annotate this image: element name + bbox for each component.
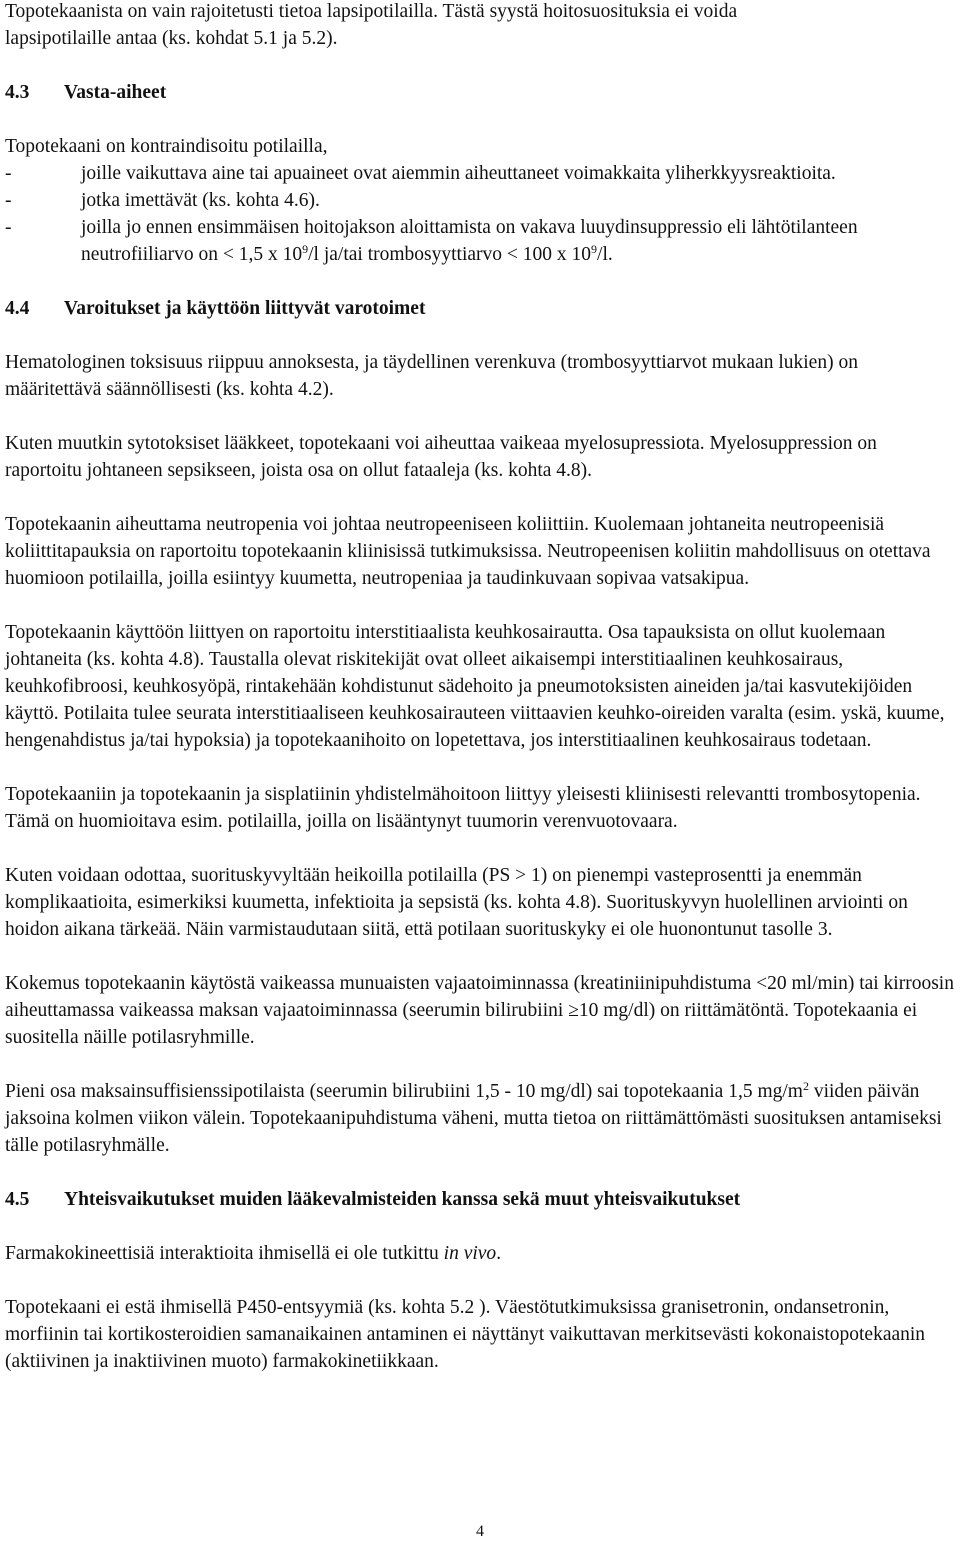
paragraph: Kuten voidaan odottaa, suorituskyvyltään heikoilla potilailla (PS > 1) on pienempi vasteprosentti ja enemmän komplikaatioita, esimerkiksi kuumetta, infektioita ja sepsistä (ks. kohta 4.8). Suorituskyvyn huolellinen arviointi on hoidon aikana tärkeää. Näin varmistaudutaan siitä, että potilaan suorituskyky ei ole huonontunut tasolle 3. xyxy=(5,865,908,940)
paragraph: Hematologinen toksisuus riippuu annoksesta, ja täydellinen verenkuva (trombosyyttiarvot mukaan lukien) on määritettävä säännöllisesti (ks. kohta 4.2). xyxy=(5,352,858,400)
list-dash: - xyxy=(5,163,12,184)
superscript: 9 xyxy=(302,242,309,256)
intro-paragraph xyxy=(5,0,955,52)
list-item xyxy=(5,160,955,187)
list-item xyxy=(5,187,955,214)
paragraph: Topotekaaniin ja topotekaanin ja sisplatiinin yhdistelmähoitoon liittyy yleisesti kliinisesti relevantti trombosytopenia. Tämä on huomioitava esim. potilailla, joilla on lisääntynyt tuumorin verenvuotovaara. xyxy=(5,784,921,832)
contraindications-lead: Topotekaani on kontraindisoitu potilailla, xyxy=(5,136,328,157)
paragraph: Topotekaanin aiheuttama neutropenia voi johtaa neutropeeniseen koliittiin. Kuolemaan johtaneita neutropeenisiä koliittitapauksia on raportoitu topotekaanin kliinisissä tutkimuksissa. Neutropeenisen koliitin mahdollisuus on otettava huomioon potilailla, joilla esiintyy kuumetta, neutropeniaa ja taudinkuvaan sopivaa vatsakipua. xyxy=(5,514,931,589)
paragraph: Kuten muutkin sytotoksiset lääkkeet, topotekaani voi aiheuttaa vaikeaa myelosupressiota. Myelosuppression on raportoitu johtaneen sepsikseen, joista osa on ollut fataaleja (ks. kohta 4.8). xyxy=(5,433,877,481)
document-page xyxy=(5,0,955,1402)
paragraph xyxy=(5,1078,955,1159)
list-item-text: /l ja/tai trombosyyttiarvo < 100 x 10 xyxy=(308,244,592,265)
paragraph: Kokemus topotekaanin käytöstä vaikeassa munuaisten vajaatoiminnassa (kreatiniinipuhdistuma <20 ml/min) tai kirroosin aiheuttamassa vaikeassa maksan vajaatoiminnassa (seerumin bilirubiini ≥10 mg/dl) on riittämätöntä. Topotekaania ei suositella näille potilasryhmille. xyxy=(5,973,954,1048)
section-heading-4-3 xyxy=(5,79,955,106)
intro-line-2: lapsipotilaille antaa (ks. kohdat 5.1 ja 5.2). xyxy=(5,28,338,49)
superscript: 9 xyxy=(591,242,598,256)
list-item-text: joilla jo ennen ensimmäisen hoitojakson aloittamista on vakava luuydinsuppressio eli lähtötilanteen neutrofiiliarvo on < 1,5 x 10 xyxy=(81,217,858,265)
paragraph xyxy=(5,1240,955,1267)
list-dash: - xyxy=(5,217,12,238)
paragraph-text: viiden päivän jaksoina kolmen viikon välein. Topotekaanipuhdistuma väheni, mutta tietoa on riittämättömästi suosituksen antamiseksi tälle potilasryhmälle. xyxy=(5,1081,942,1156)
list-item-text: joille vaikuttava aine tai apuaineet ovat aiemmin aiheuttaneet voimakkaita yliherkkyysreaktioita. xyxy=(81,163,836,184)
intro-line-1: Topotekaanista on vain rajoitetusti tietoa lapsipotilailla. Tästä syystä hoitosuosituksia ei voida xyxy=(5,1,738,22)
list-item xyxy=(5,214,955,268)
contraindications-block xyxy=(5,133,955,268)
section-heading-4-4 xyxy=(5,295,955,322)
section-title: Yhteisvaikutukset muiden lääkevalmisteiden kanssa sekä muut yhteisvaikutukset xyxy=(64,1189,741,1210)
section-number: 4.3 xyxy=(5,82,30,103)
section-title: Vasta-aiheet xyxy=(64,82,167,103)
paragraph-text: Farmakokineettisiä interaktioita ihmisellä ei ole tutkittu xyxy=(5,1243,444,1264)
paragraph-text: Pieni osa maksainsuffisienssipotilaista (seerumin bilirubiini 1,5 - 10 mg/dl) sai topotekaania 1,5 mg/m xyxy=(5,1081,803,1102)
page-number: 4 xyxy=(476,1523,484,1540)
paragraph-text: . xyxy=(496,1243,502,1264)
section-number: 4.4 xyxy=(5,298,30,319)
list-dash: - xyxy=(5,190,12,211)
italic-text: in vivo xyxy=(443,1243,497,1264)
superscript: 2 xyxy=(802,1079,809,1093)
section-heading-4-5 xyxy=(5,1186,955,1213)
list-item-text: /l. xyxy=(597,244,613,265)
paragraph: Topotekaani ei estä ihmisellä P450-entsyymiä (ks. kohta 5.2 ). Väestötutkimuksissa granisetronin, ondansetronin, morfiinin tai kortikosteroidien samanaikainen antaminen ei näyttänyt vaikuttavan merkitsevästi kokonaistopotekaanin (aktiivinen ja inaktiivinen muoto) farmakokinetiikkaan. xyxy=(5,1297,926,1372)
list-item-text: jotka imettävät (ks. kohta 4.6). xyxy=(81,190,320,211)
section-number: 4.5 xyxy=(5,1189,30,1210)
paragraph: Topotekaanin käyttöön liittyen on raportoitu interstitiaalista keuhkosairautta. Osa tapauksista on ollut kuolemaan johtaneita (ks. kohta 4.8). Taustalla olevat riskitekijät ovat olleet aikaisempi interstitiaalinen keuhkosairaus, keuhkofibroosi, keuhkosyöpä, rintakehään kohdistunut sädehoito ja pneumotoksisten aineiden ja/tai kasvutekijöiden käyttö. Potilaita tulee seurata interstitiaaliseen keuhkosairauteen viittaavien keuhko-oireiden varalta (esim. yskä, kuume, hengenahdistus ja/tai hypoksia) ja topotekaanihoito on lopetettava, jos interstitiaalinen keuhkosairaus todetaan. xyxy=(5,622,945,751)
section-title: Varoitukset ja käyttöön liittyvät varotoimet xyxy=(64,298,426,319)
